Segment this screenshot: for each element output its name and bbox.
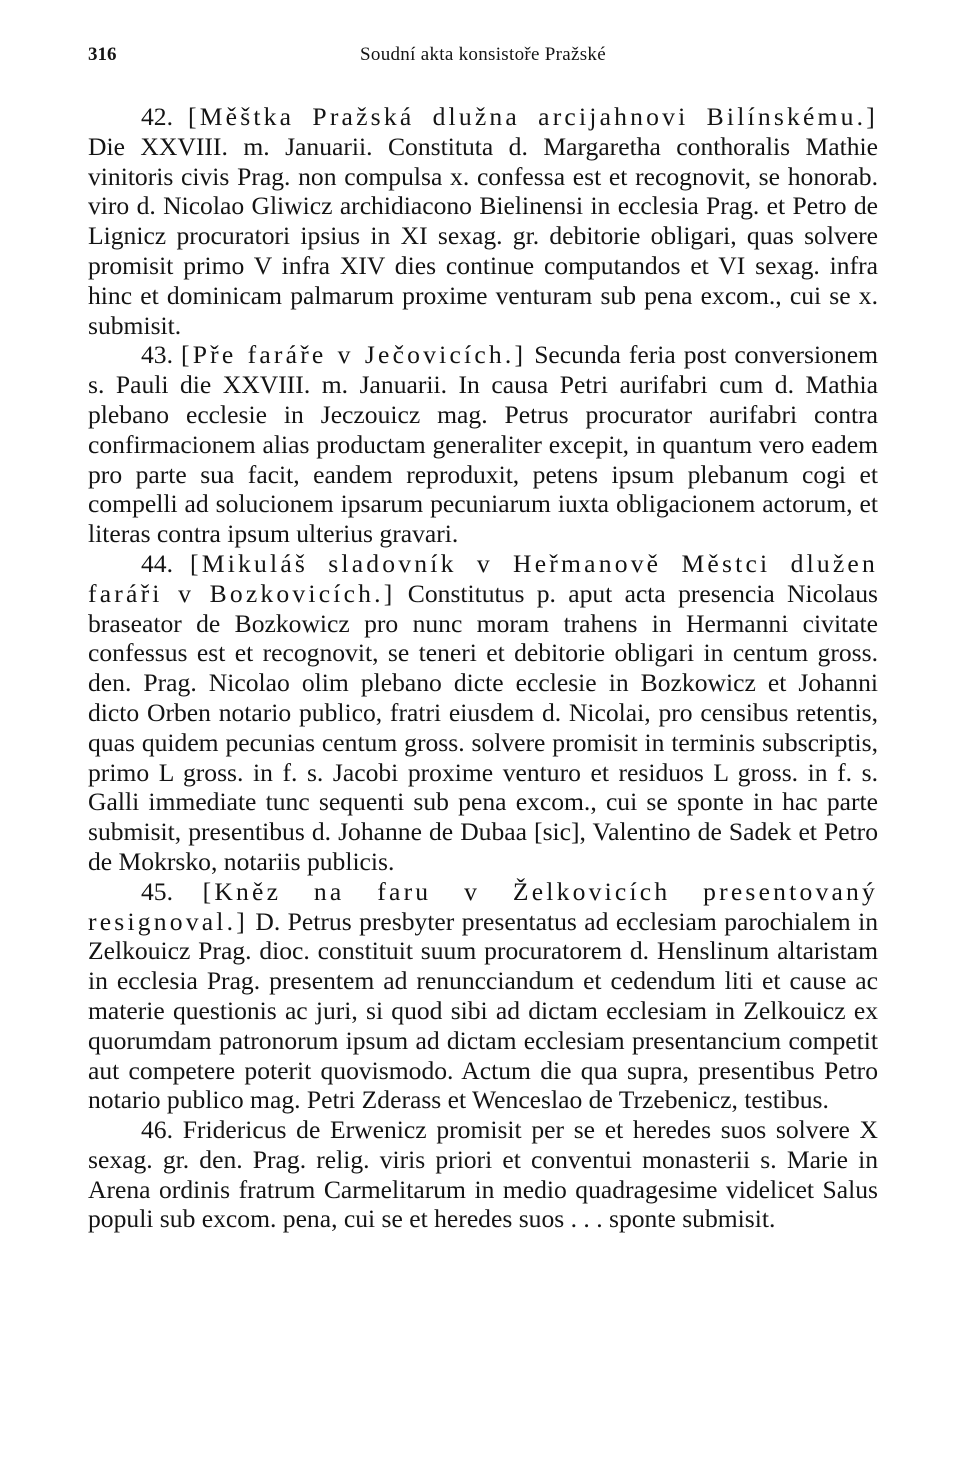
entry-heading: [Měštka Pražská dlužna arcijahnovi Bilínskému.] [187, 102, 878, 131]
entry-text: Secunda feria post conversionem s. Pauli die XXVIII. m. Januarii. In causa Petri aurifabri cum d. Mathia plebano ecclesie in Jeczouicz mag. Petrus procurator aurifabri contra confirmacionem alias productam generaliter excepit, in quantum vero eadem pro parte sua facit, eandem reproduxit, petens ipsum plebanum cogi et compelli ad solucionem ipsarum pecuniarum iuxta obligacionem actorum, et literas contra ipsum ulterius gravari. [88, 340, 878, 549]
entry-45 [88, 877, 878, 1115]
page-header [88, 44, 878, 74]
entry-number: 46. [141, 1115, 173, 1145]
entry-46 [88, 1115, 878, 1234]
entry-number: 42. [141, 102, 173, 131]
entry-44 [88, 549, 878, 877]
entry-text: Die XXVIII. m. Januarii. Constituta d. Margaretha conthoralis Mathie vinitoris civis Prag. non compulsa x. confessa est et recognovit, se honorab. viro d. Nicolao Gliwicz archidiacono Bielinensi in ecclesia Prag. et Petro de Lignicz procuratori ipsius in XI sexag. gr. debitorie obligari, quas solvere promisit primo V infra XIV dies continue computandos et VI sexag. infra hinc et dominicam palmarum proxime venturam sub pena excom., cui se x. submisit. [88, 131, 878, 340]
entry-number: 43. [141, 340, 173, 370]
entry-heading: [Kněz na faru v Želkovicích presentovaný resignoval.] [88, 876, 878, 936]
entry-text: Constitutus p. aput acta presencia Nicolaus braseator de Bozkowicz pro nunc moram trahens in Hermanni civitate confessus est et recognovit, se teneri et debitorie obligari in centum gross. den. Prag. Nicolao olim plebano dicte ecclesie in Bozkowicz et Johanni dicto Orben notario publico, fratri eiusdem d. Nicolai, pro censibus retentis, quas quidem pecunias centum gross. solvere promisit in terminis subscriptis, primo L gross. in f. s. Jacobi proxime venturo et residuos L gross. in f. s. Galli immediate tunc sequenti sub pena excom., cui se sponte in hac parte submisit, presentibus d. Johanne de Dubaa [sic], Valentino de Sadek et Petro de Mokrsko, notariis publicis. [88, 578, 878, 876]
entry-number: 45. [141, 876, 173, 906]
page-number: 316 [88, 44, 117, 65]
entry-42 [88, 102, 878, 340]
entry-heading: [Mikuláš sladovník v Heřmanově Městci dlužen faráři v Bozkovicích.] [88, 548, 878, 608]
entry-heading: [Pře faráře v Ječovicích.] [181, 340, 527, 370]
running-title: Soudní akta konsistoře Pražské [360, 44, 606, 65]
entry-43 [88, 340, 878, 549]
entry-number: 44. [141, 548, 173, 578]
entry-text: D. Petrus presbyter presentatus ad ecclesiam parochialem in Zelkouicz Prag. dioc. constituit suum procuratorem d. Henslinum altaristam in ecclesia Prag. presentem ad renuncciandum et cedendum liti et cause ac materie questionis ac juri, si quod sibi ad dictam ecclesiam in Zelkouicz ex quorumdam patronorum ipsum ad dictam ecclesiam presentancium competit aut competere poterit quovismodo. Actum die qua supra, presentibus Petro notario publico mag. Petri Zderass et Wenceslao de Trzebenicz, testibus. [88, 906, 879, 1115]
document-body [88, 102, 878, 1234]
entry-text: Fridericus de Erwenicz promisit per se et heredes suos solvere X sexag. gr. den. Prag. relig. viris priori et conventui monasterii s. Marie in Arena ordinis fratrum Carmelitarum in medio quadragesime videlicet Salus populi sub excom. pena, cui se et heredes suos . . . sponte submisit. [88, 1115, 879, 1234]
